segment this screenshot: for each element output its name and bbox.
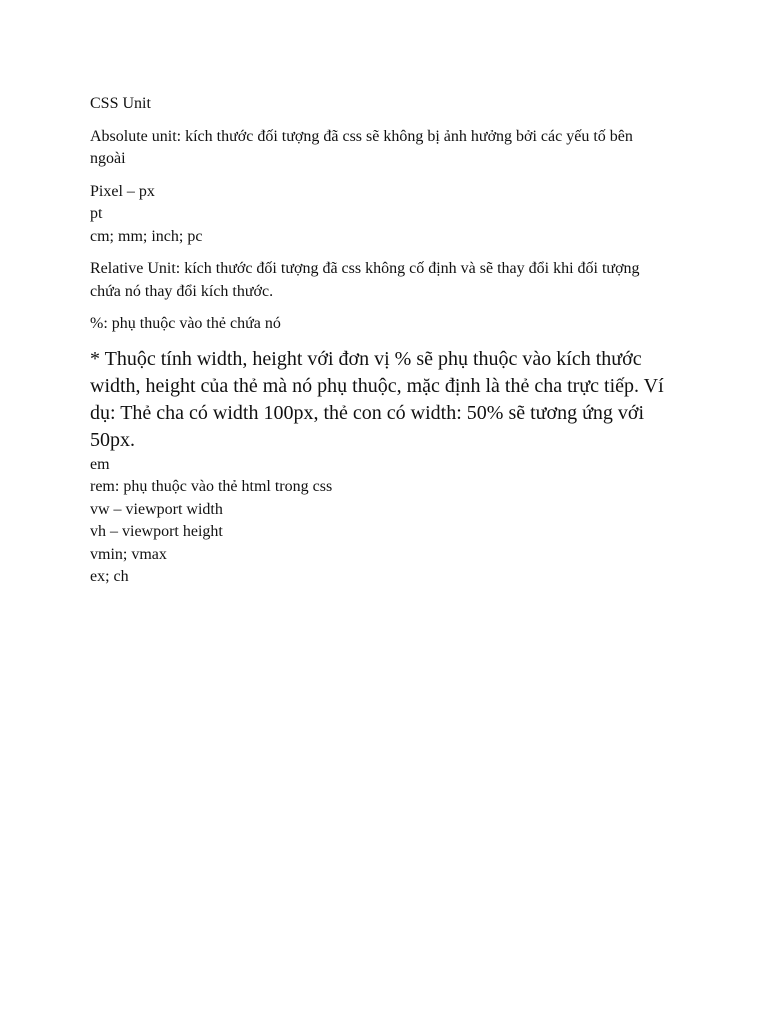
document-page [90,93,670,589]
relative-unit-paragraph: Relative Unit: kích thước đối tượng đã css không cố định và sẽ thay đổi khi đối tượng chứa nó thay đổi kích thước. [90,260,640,300]
unit-line-vw: vw – viewport width [90,500,223,518]
unit-line-cm-mm-inch-pc: cm; mm; inch; pc [90,227,203,245]
unit-line-rem: rem: phụ thuộc vào thẻ html trong css [90,478,333,495]
percent-unit-paragraph: %: phụ thuộc vào thẻ chứa nó [90,315,281,332]
absolute-units-list [90,181,670,249]
percent-note-paragraph: * Thuộc tính width, height với đơn vị % sẽ phụ thuộc vào kích thước width, height của thẻ mà nó phụ thuộc, mặc định là thẻ cha trực tiếp. Ví dụ: Thẻ cha có width 100px, thẻ con có width: 50% sẽ tương ứng với 50px. [90,347,664,451]
unit-line-ex-ch: ex; ch [90,568,129,585]
unit-line-vmin-vmax: vmin; vmax [90,545,167,563]
unit-line-px: Pixel – px [90,182,155,200]
absolute-unit-paragraph: Absolute unit: kích thước đối tượng đã css sẽ không bị ảnh hưởng bởi các yếu tố bên ngoài [90,127,633,167]
relative-units-list [90,454,670,589]
unit-line-pt: pt [90,205,103,222]
unit-line-em: em [90,455,110,473]
document-title: CSS Unit [90,95,151,112]
unit-line-vh: vh – viewport height [90,523,223,540]
